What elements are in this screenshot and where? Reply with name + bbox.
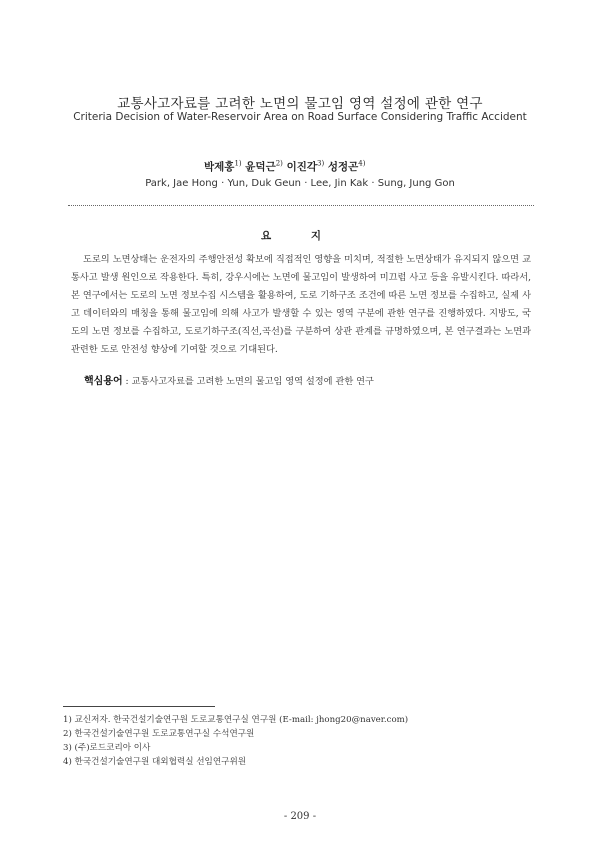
footnote-item: 1) 교신저자. 한국건설기술연구원 도로교통연구실 연구원 (E-mail: jhong20@naver.com) [63, 715, 409, 725]
author-affiliation-mark: 4) [358, 159, 366, 168]
keywords-line [84, 372, 374, 387]
author-name: 윤덕근 [245, 161, 276, 173]
author-name: 박제홍 [204, 161, 235, 173]
author-name: 성정곤 [327, 161, 359, 173]
author-list-english: Park, Jae Hong · Yun, Duk Geun · Lee, Jin Kak · Sung, Jung Gon [145, 178, 455, 189]
abstract-heading: 요 지 [261, 230, 339, 242]
footnote-item: 2) 한국건설기술연구원 도로교통연구실 수석연구원 [63, 729, 255, 739]
paper-title-english: Criteria Decision of Water-Reservoir Area on Road Surface Considering Traffic Accident [73, 111, 527, 123]
keywords-text: 교통사고자료를 고려한 노면의 물고임 영역 설정에 관한 연구 [131, 376, 374, 387]
section-divider [68, 205, 534, 206]
paper-title-korean: 교통사고자료를 고려한 노면의 물고임 영역 설정에 관한 연구 [117, 96, 483, 112]
keywords-label: 핵심용어 [84, 376, 123, 387]
abstract-body: 도로의 노면상태는 운전자의 주행안전성 확보에 직접적인 영향을 미치며, 적절한 노면상태가 유지되지 않으면 교통사고 발생 원인으로 작용한다. 특히, 강우시에는 노면에 물고임이 발생하여 미끄럼 사고 등을 유발시킨다. 따라서, 본 연구에서는 도로의 노면 정보수집 시스템을 활용하여, 도로 기하구조 조건에 따른 노면 정보를 수집하고, 실제 사고 데이터와의 매칭을 통해 물고임에 의해 사고가 발생할 수 있는 영역 구분에 관한 연구를 진행하였다. 지방도, 국도의 노면 정보를 수집하고, 도로기하구조(직선,곡선)를 구분하여 상관 관계를 규명하였으며, 본 연구결과는 노면과 관련한 도로 안전성 향상에 기여할 것으로 기대된다. [71, 254, 531, 355]
author-affiliation-mark: 3) [317, 159, 325, 168]
footnote-rule [63, 706, 215, 707]
keywords-separator: : [122, 376, 132, 387]
footnotes [63, 713, 533, 769]
author-affiliation-mark: 1) [234, 159, 242, 168]
author-list-korean [204, 159, 365, 174]
footnote-item: 3) (주)로드코리아 이사 [63, 743, 151, 753]
page-number: - 209 - [283, 811, 317, 822]
author-name: 이진각 [286, 161, 317, 173]
author-affiliation-mark: 2) [275, 159, 283, 168]
footnote-item: 4) 한국건설기술연구원 대외협력실 선임연구위원 [63, 757, 247, 767]
